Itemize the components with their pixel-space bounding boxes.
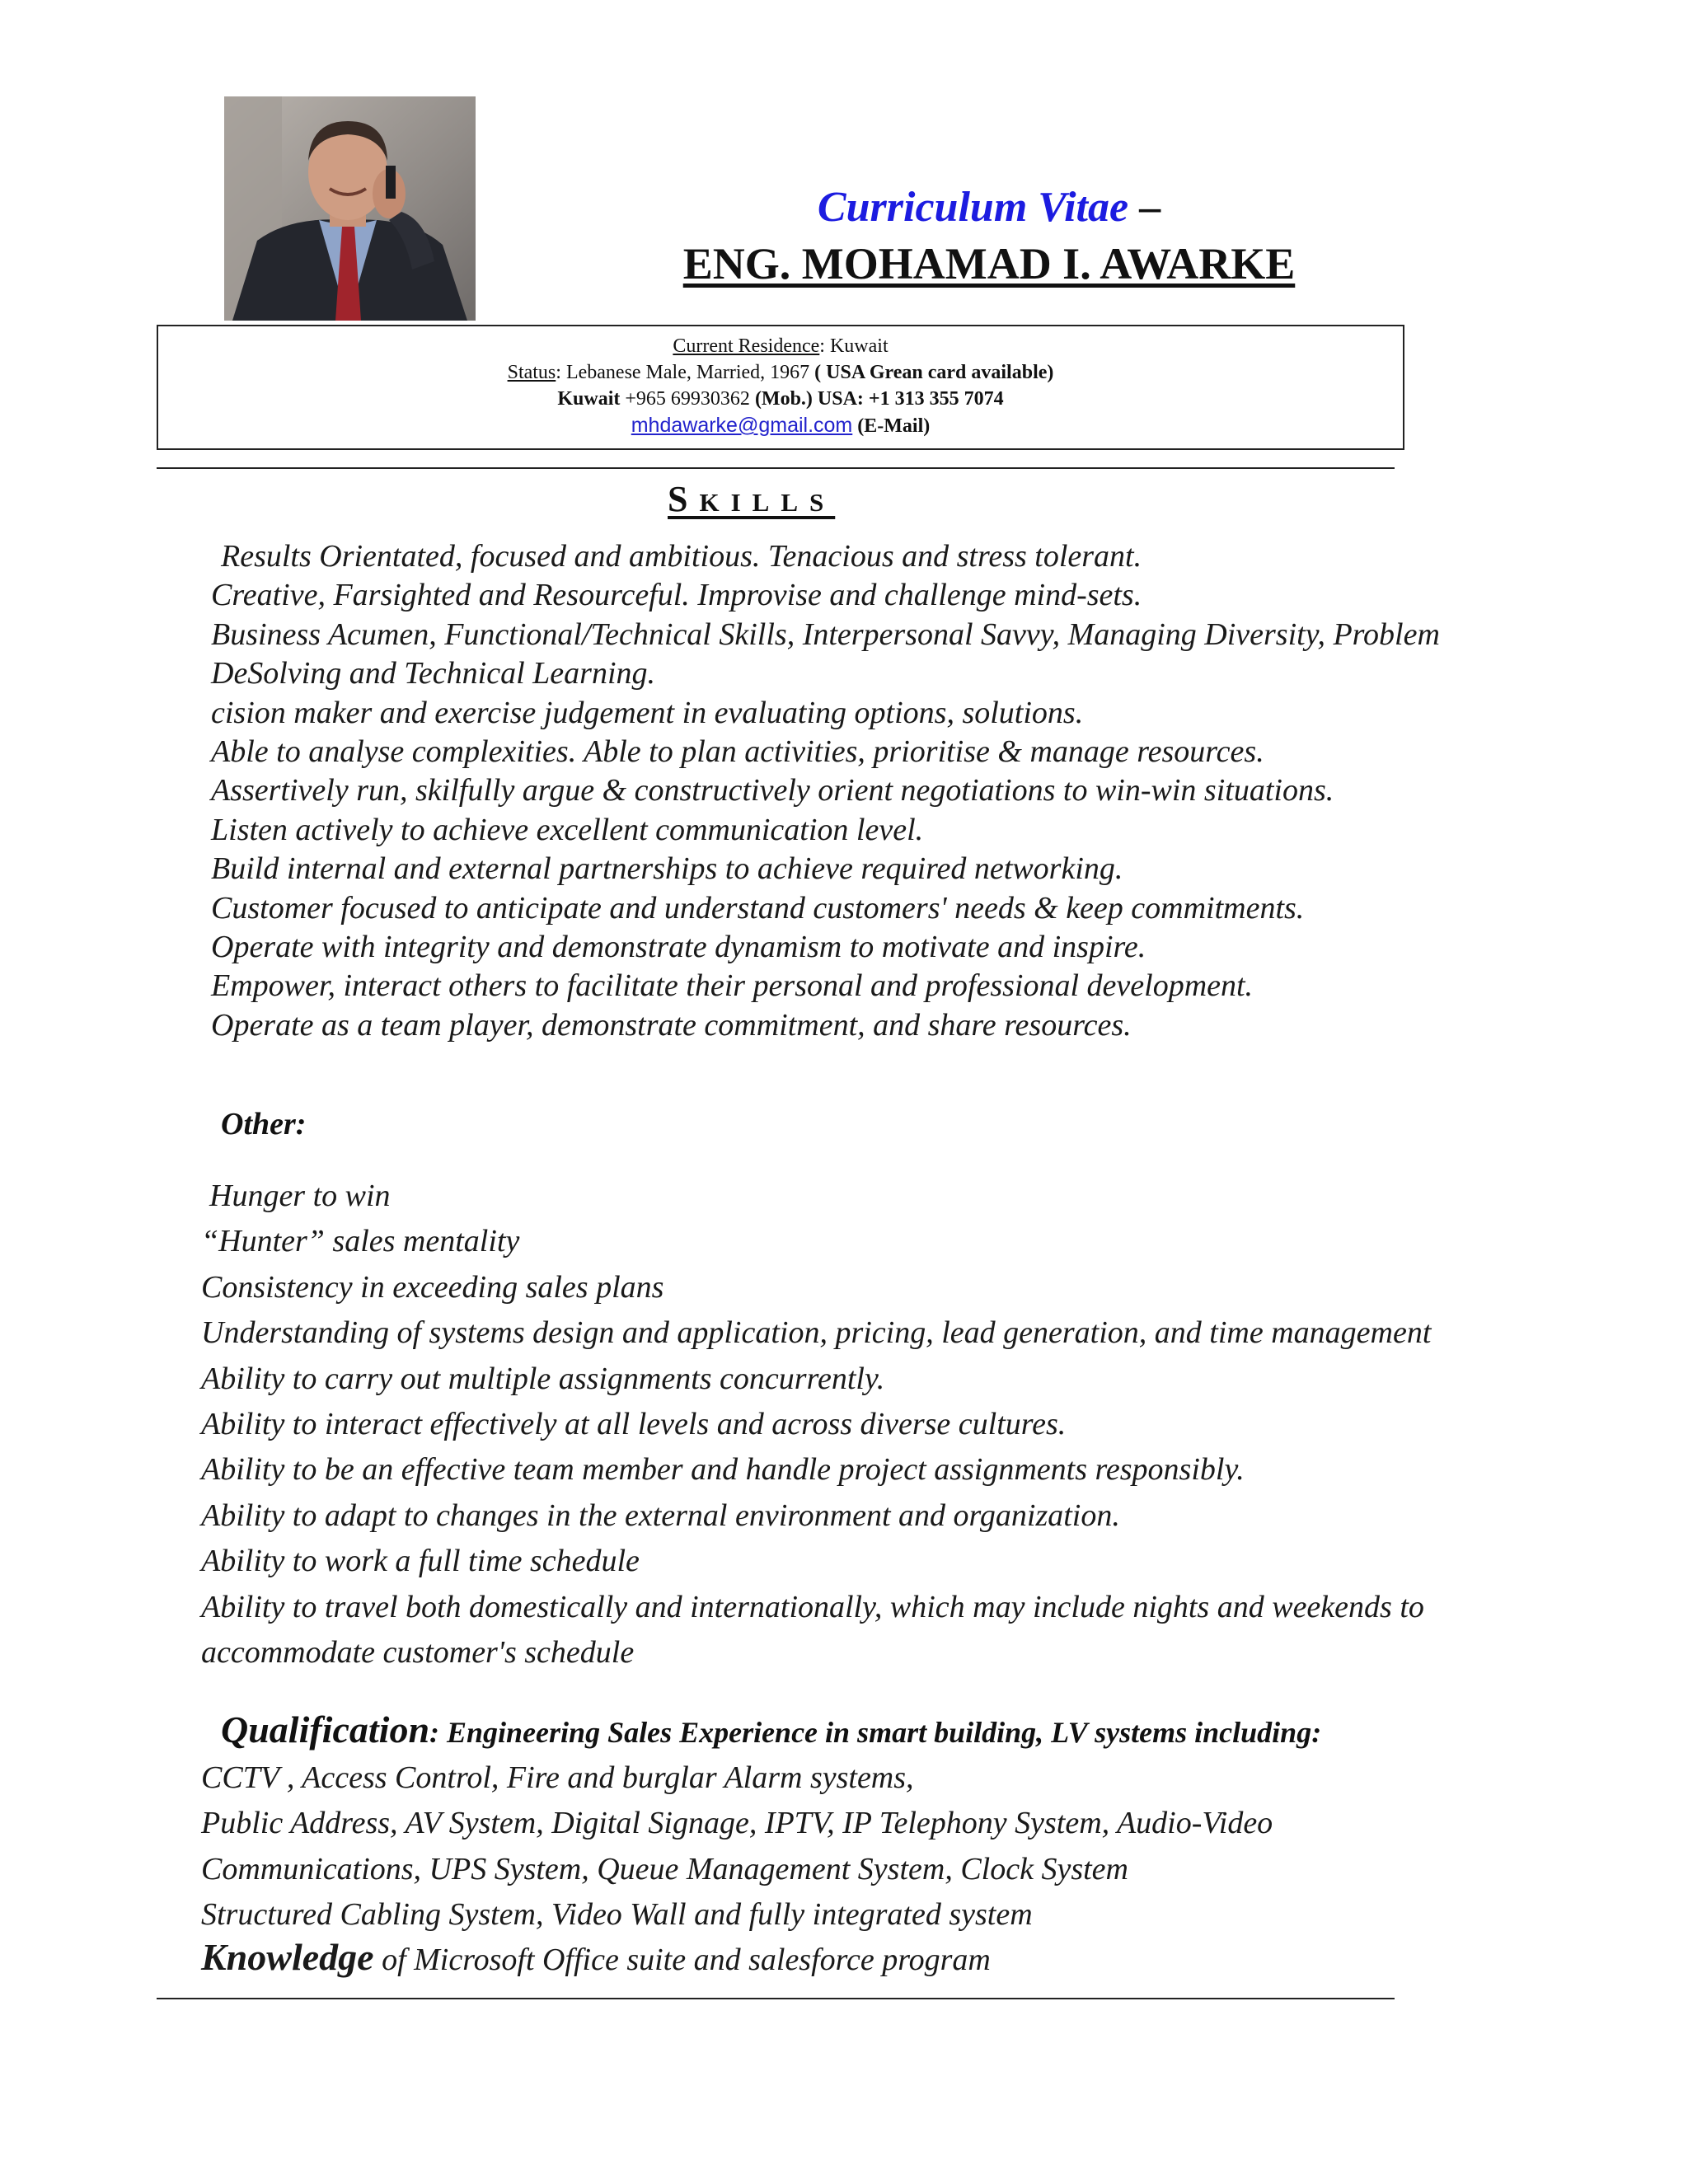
status-label: Status [507, 362, 556, 383]
contact-box [157, 325, 1404, 450]
status-note: ( USA Grean card available) [809, 362, 1054, 383]
other-item: Ability to work a full time schedule [201, 1544, 640, 1579]
skills-heading: Skills [668, 479, 836, 519]
residence-label: Current Residence [673, 335, 820, 357]
other-item: “Hunter” sales mentality [201, 1224, 520, 1259]
qualification-text: : Engineering Sales Experience in smart building, LV systems including: [429, 1716, 1322, 1749]
profile-photo [224, 96, 476, 321]
residence-value: : Kuwait [819, 335, 889, 357]
skill-item: Empower, interact others to facilitate their personal and professional development. [211, 968, 1254, 1004]
other-item: Ability to adapt to changes in the external environment and organization. [201, 1497, 1120, 1533]
skill-item: cision maker and exercise judgement in evaluating options, solutions. [211, 695, 1084, 730]
knowledge-text: of Microsoft Office suite and salesforce program [373, 1943, 991, 1977]
phone-kuwait-label: Kuwait [557, 388, 621, 410]
skill-item: Results Orientated, focused and ambitious. Tenacious and stress tolerant. [221, 539, 1142, 574]
status-line [158, 359, 1403, 386]
email-link[interactable]: mhdawarke@gmail.com [631, 414, 853, 437]
phone-kuwait: +965 69930362 [620, 388, 755, 410]
other-item: Consistency in exceeding sales plans [201, 1269, 664, 1305]
other-item: Ability to interact effectively at all levels and across diverse cultures. [201, 1407, 1067, 1442]
other-item: Ability to carry out multiple assignments concurrently. [201, 1361, 885, 1396]
residence-line [158, 333, 1403, 359]
status-value: : Lebanese Male, Married, 1967 [556, 362, 810, 383]
skill-item: Operate with integrity and demonstrate dynamism to motivate and inspire. [211, 930, 1146, 965]
skill-item: Able to analyse complexities. Able to plan activities, prioritise & manage resources. [211, 734, 1264, 770]
cv-title [577, 180, 1401, 236]
skill-item: Assertively run, skilfully argue & constructively orient negotiations to win-win situations. [211, 773, 1334, 808]
other-item: Understanding of systems design and application, pricing, lead generation, and time management [201, 1315, 1432, 1351]
qualification-list [201, 1755, 1520, 1938]
qualification-item: CCTV , Access Control, Fire and burglar Alarm systems, [201, 1760, 914, 1795]
top-divider [157, 467, 1395, 469]
title-dash: – [1139, 184, 1161, 231]
qualification-item: Communications, UPS System, Queue Management System, Clock System [201, 1851, 1128, 1886]
skill-item: Operate as a team player, demonstrate commitment, and share resources. [211, 1007, 1132, 1043]
other-heading: Other: [221, 1107, 307, 1141]
skill-item: Build internal and external partnerships to achieve required networking. [211, 851, 1123, 887]
phone-line [158, 386, 1403, 412]
skill-item: Creative, Farsighted and Resourceful. Improvise and challenge mind-sets. [211, 578, 1142, 613]
qualification-item: Structured Cabling System, Video Wall and fully integrated system [201, 1897, 1033, 1933]
qualification-line [221, 1708, 1540, 1751]
knowledge-label: Knowledge [201, 1936, 374, 1978]
other-item: Ability to travel both domestically and internationally, which may include nights and weekends to accommodate customer's schedule [201, 1589, 1424, 1671]
email-line [158, 412, 1403, 439]
skill-item: Business Acumen, Functional/Technical Skills, Interpersonal Savvy, Managing Diversity, Problem DeSolving and Technical Learning. [211, 616, 1440, 691]
qualification-label: Qualification [221, 1708, 430, 1750]
bottom-divider [157, 1998, 1395, 1999]
cv-label: Curriculum Vitae [817, 184, 1129, 231]
candidate-name: ENG. MOHAMAD I. AWARKE [682, 239, 1296, 288]
qualification-item: Public Address, AV System, Digital Signage, IPTV, IP Telephony System, Audio-Video [201, 1806, 1273, 1841]
skills-list [211, 537, 1530, 1045]
title-block [577, 180, 1401, 292]
skill-item: Listen actively to achieve excellent communication level. [211, 812, 924, 847]
email-label: (E-Mail) [852, 415, 931, 437]
profile-photo-illustration [224, 96, 476, 321]
phone-mob-usa: (Mob.) USA: +1 313 355 7074 [754, 388, 1004, 410]
skill-item: Customer focused to anticipate and understand customers' needs & keep commitments. [211, 890, 1305, 926]
other-list [201, 1174, 1536, 1675]
knowledge-line [201, 1935, 1520, 1979]
other-item: Ability to be an effective team member and handle project assignments responsibly. [201, 1452, 1245, 1488]
other-item: Hunger to win [209, 1179, 391, 1213]
